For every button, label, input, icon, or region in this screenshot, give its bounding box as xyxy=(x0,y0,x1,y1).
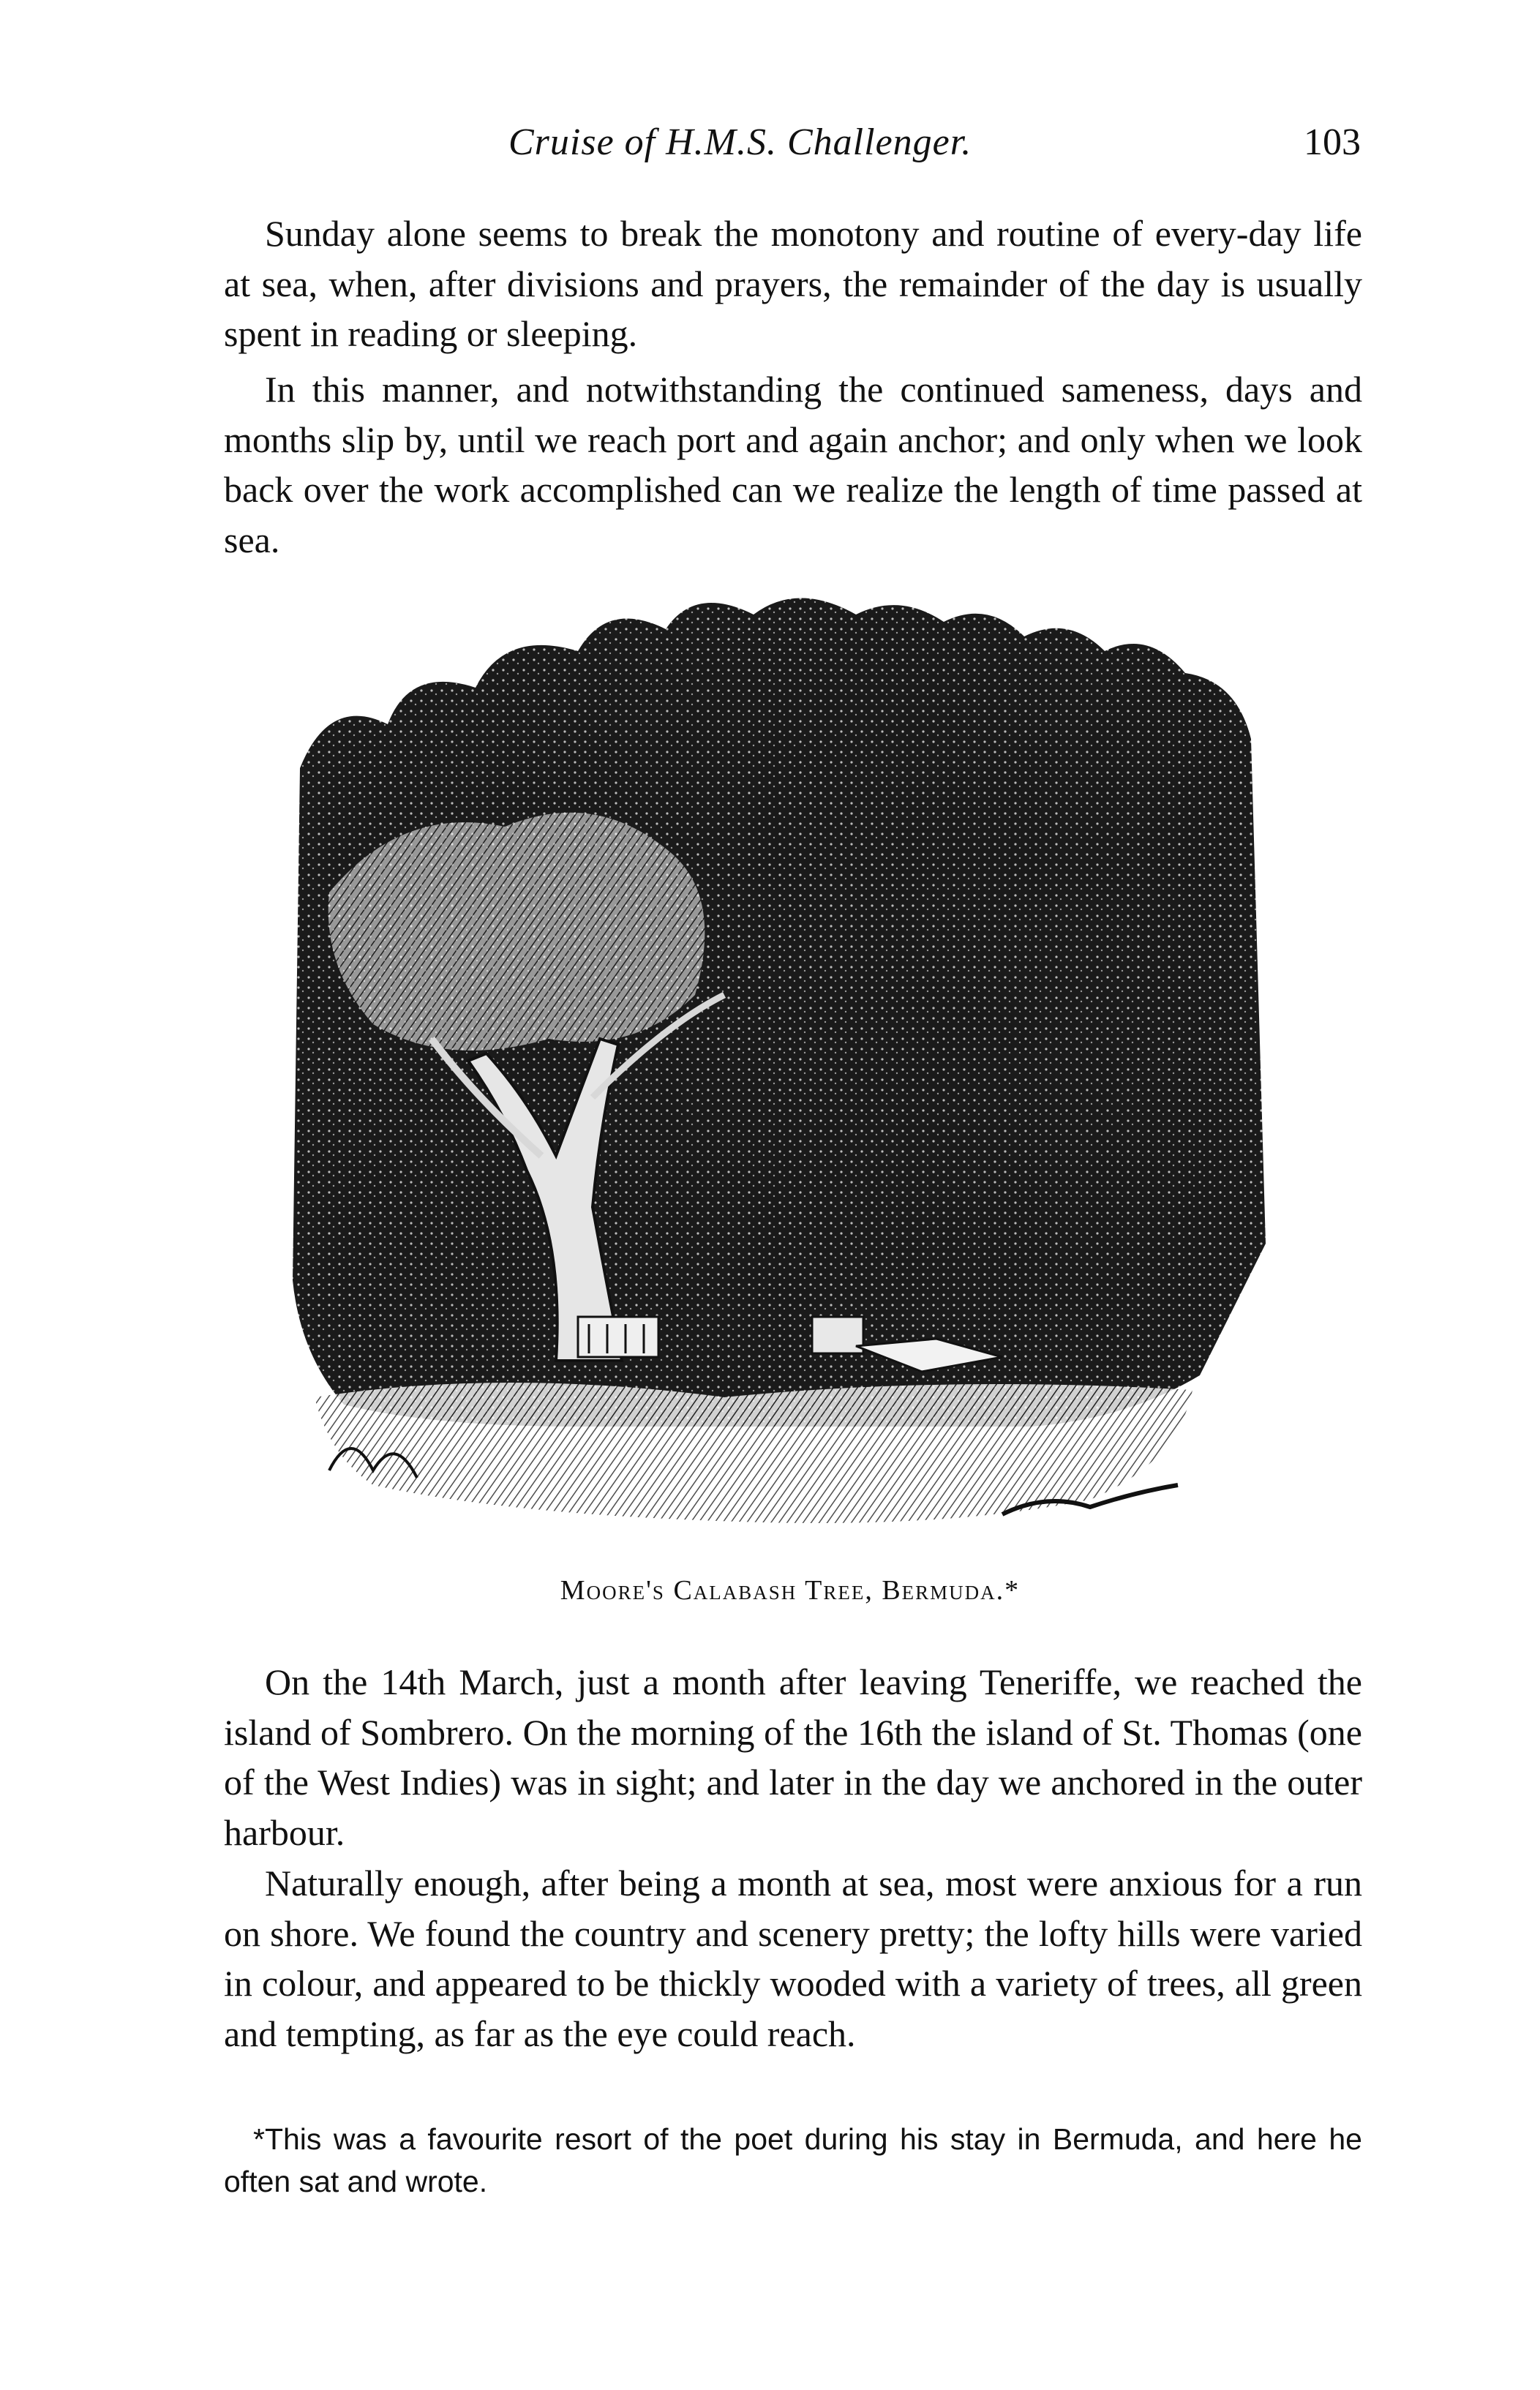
figure-caption: Moore's Calabash Tree, Bermuda.* xyxy=(560,1575,1021,1606)
paragraph-14th-march: On the 14th March, just a month after leaving Teneriffe, we reached the island of Sombrero. On the morning of the 16th the island of St. Thomas (one of the West Indies) was in sight; and later in the day we anchored in the outer harbour. xyxy=(224,1661,1362,1853)
engraving-illustration xyxy=(285,585,1273,1566)
footnote: *This was a favourite resort of the poet during his stay in Bermuda, and here he often sat and wrote. xyxy=(224,2122,1362,2198)
paragraph-manner: In this manner, and notwithstanding the continued sameness, days and months slip by, until we reach port and again anchor; and only when we look back over the work accomplished can we realize the length of time passed at sea. xyxy=(224,369,1362,560)
page-number: 103 xyxy=(1304,121,1361,163)
paragraph-sunday: Sunday alone seems to break the monotony and routine of every-day life at sea, when, after divisions and prayers, the remainder of the day is usually spent in reading or sleeping. xyxy=(224,213,1362,354)
paragraph-naturally: Naturally enough, after being a month at sea, most were anxious for a run on shore. We found the country and scenery pretty; the lofty hills were varied in colour, and appeared to be thickly wooded with a variety of trees, all green and tempting, as far as the eye could reach. xyxy=(224,1863,1362,2054)
running-head xyxy=(219,121,1361,172)
running-title: Cruise of H.M.S. Challenger. xyxy=(508,121,972,163)
engraving-calabash-tree xyxy=(285,585,1273,1566)
